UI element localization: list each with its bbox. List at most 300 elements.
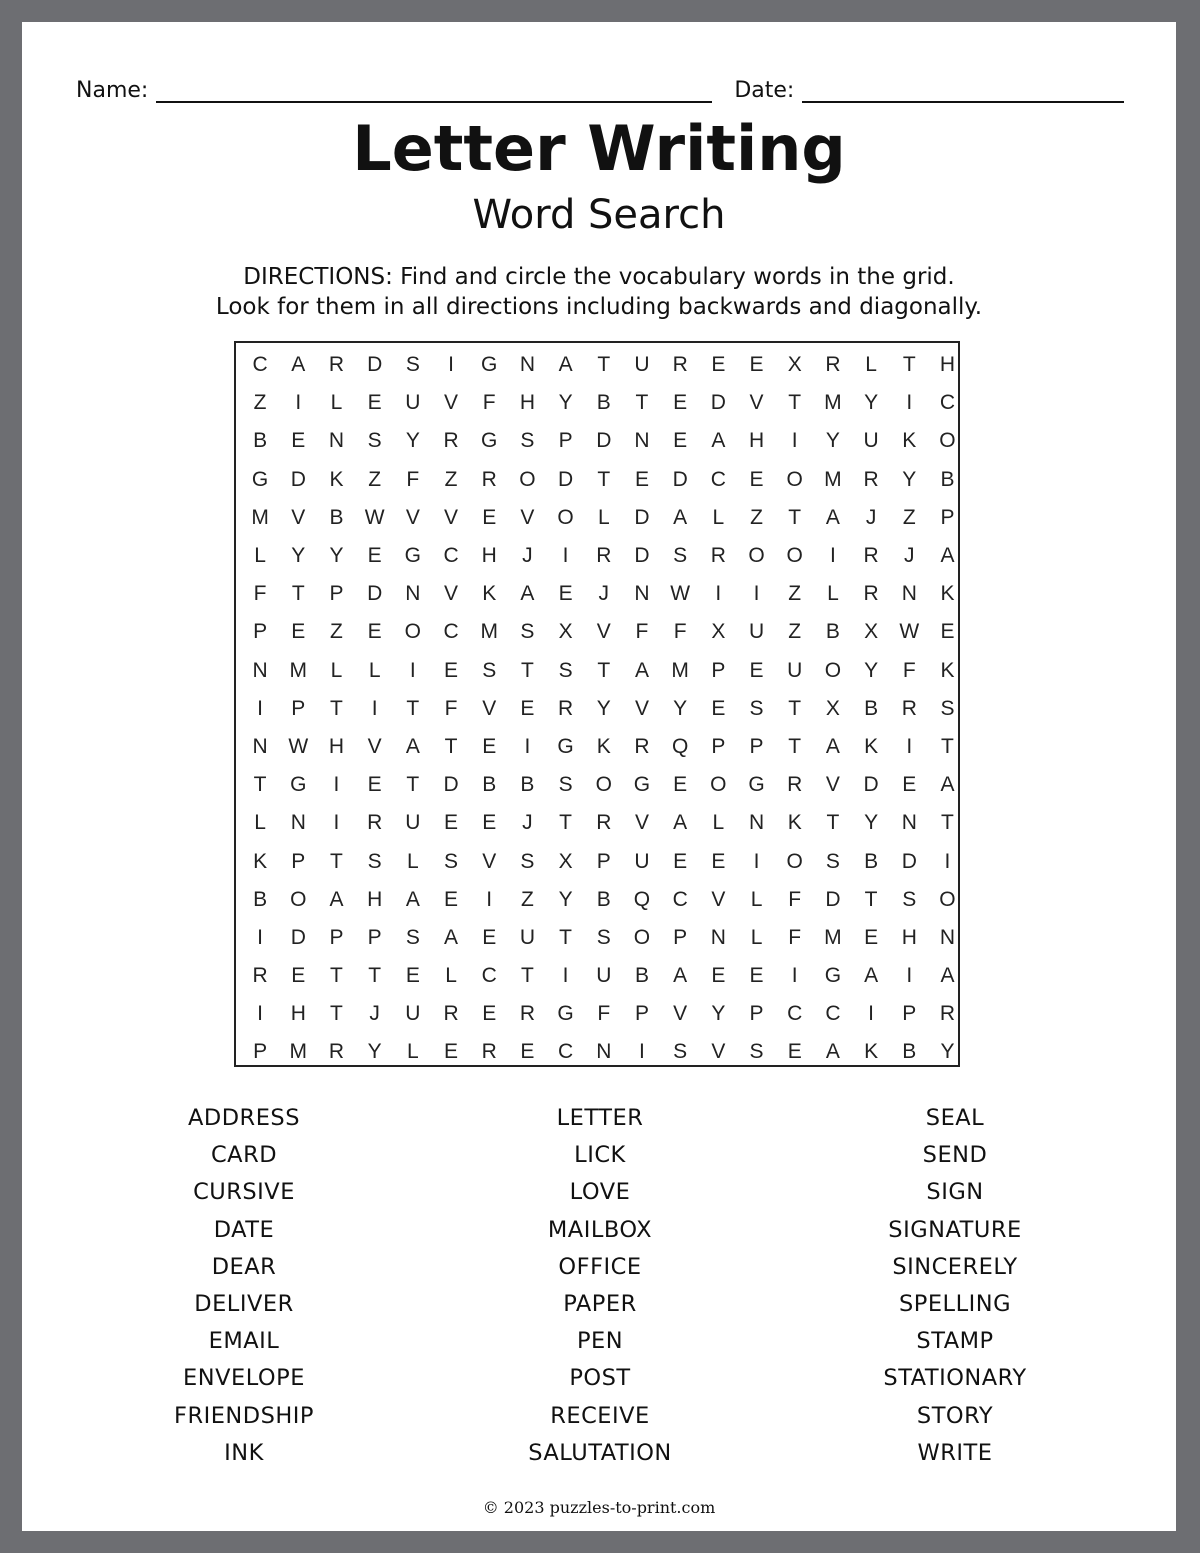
grid-letter[interactable]: A xyxy=(329,887,344,911)
grid-letter[interactable]: W xyxy=(364,505,385,529)
grid-letter[interactable]: D xyxy=(825,887,841,911)
grid-letter[interactable]: P xyxy=(940,505,955,529)
grid-letter[interactable]: B xyxy=(825,620,840,644)
grid-letter[interactable]: S xyxy=(673,544,688,568)
grid-letter[interactable]: I xyxy=(715,582,722,606)
grid-letter[interactable]: D xyxy=(901,849,917,873)
grid-letter[interactable]: H xyxy=(367,887,383,911)
grid-letter[interactable]: I xyxy=(753,582,760,606)
grid-letter[interactable]: B xyxy=(253,429,268,453)
grid-letter[interactable]: P xyxy=(634,1002,649,1026)
grid-letter[interactable]: E xyxy=(367,544,382,568)
grid-letter[interactable]: X xyxy=(558,849,573,873)
grid-letter[interactable]: X xyxy=(825,696,840,720)
grid-letter[interactable]: A xyxy=(711,429,726,453)
grid-letter[interactable]: P xyxy=(253,1040,268,1064)
grid-letter[interactable]: V xyxy=(444,505,459,529)
grid-letter[interactable]: I xyxy=(333,811,340,835)
grid-letter[interactable]: Z xyxy=(902,505,916,529)
grid-letter[interactable]: Z xyxy=(368,467,382,491)
grid-letter[interactable]: G xyxy=(557,734,574,758)
grid-letter[interactable]: T xyxy=(520,964,534,988)
grid-letter[interactable]: L xyxy=(330,658,343,682)
grid-letter[interactable]: L xyxy=(827,582,839,606)
grid-letter[interactable]: F xyxy=(406,467,420,491)
grid-letter[interactable]: U xyxy=(787,658,803,682)
grid-letter[interactable]: K xyxy=(596,734,611,758)
grid-letter[interactable]: G xyxy=(290,773,307,797)
grid-letter[interactable]: E xyxy=(749,353,764,377)
grid-letter[interactable]: Y xyxy=(596,696,611,720)
grid-letter[interactable]: R xyxy=(252,964,268,988)
grid-letter[interactable]: I xyxy=(524,734,531,758)
grid-letter[interactable]: I xyxy=(257,925,264,949)
grid-letter[interactable]: Y xyxy=(940,1040,955,1064)
grid-letter[interactable]: O xyxy=(786,849,803,873)
grid-letter[interactable]: T xyxy=(864,887,878,911)
grid-letter[interactable]: I xyxy=(791,429,798,453)
grid-letter[interactable]: I xyxy=(562,544,569,568)
grid-letter[interactable]: O xyxy=(595,773,612,797)
grid-letter[interactable]: C xyxy=(558,1040,574,1064)
grid-letter[interactable]: Y xyxy=(367,1040,382,1064)
grid-letter[interactable]: B xyxy=(634,964,649,988)
grid-letter[interactable]: E xyxy=(940,620,955,644)
grid-letter[interactable]: P xyxy=(253,620,268,644)
grid-letter[interactable]: R xyxy=(901,696,917,720)
grid-letter[interactable]: A xyxy=(405,887,420,911)
grid-letter[interactable]: H xyxy=(748,429,765,453)
grid-letter[interactable]: N xyxy=(901,811,917,835)
grid-letter[interactable]: F xyxy=(482,391,496,415)
grid-letter[interactable]: C xyxy=(825,1002,841,1026)
grid-letter[interactable]: R xyxy=(710,544,726,568)
grid-letter[interactable]: R xyxy=(328,1040,345,1064)
grid-letter[interactable]: C xyxy=(787,1002,803,1026)
grid-letter[interactable]: P xyxy=(558,429,573,453)
grid-letter[interactable]: E xyxy=(482,505,497,529)
grid-letter[interactable]: O xyxy=(710,773,727,797)
grid-letter[interactable]: B xyxy=(864,849,879,873)
grid-letter[interactable]: I xyxy=(753,849,760,873)
grid-letter[interactable]: J xyxy=(598,582,610,606)
grid-letter[interactable]: M xyxy=(251,505,269,529)
grid-letter[interactable]: E xyxy=(711,353,726,377)
grid-letter[interactable]: T xyxy=(597,467,611,491)
grid-letter[interactable]: D xyxy=(367,582,383,606)
grid-letter[interactable]: C xyxy=(443,544,459,568)
grid-letter[interactable]: R xyxy=(863,544,879,568)
grid-letter[interactable]: B xyxy=(520,773,535,797)
grid-letter[interactable]: S xyxy=(825,849,840,873)
grid-letter[interactable]: G xyxy=(404,544,422,568)
grid-letter[interactable]: R xyxy=(596,811,612,835)
grid-letter[interactable]: T xyxy=(406,696,420,720)
grid-letter[interactable]: F xyxy=(788,887,802,911)
grid-letter[interactable]: E xyxy=(367,620,382,644)
grid-letter[interactable]: M xyxy=(824,467,842,491)
grid-letter[interactable]: R xyxy=(787,773,803,797)
grid-letter[interactable]: I xyxy=(906,964,913,988)
grid-letter[interactable]: P xyxy=(291,849,306,873)
grid-letter[interactable]: T xyxy=(788,734,802,758)
grid-letter[interactable]: L xyxy=(712,811,725,835)
grid-letter[interactable]: I xyxy=(944,849,951,873)
grid-letter[interactable]: G xyxy=(251,467,269,491)
grid-letter[interactable]: O xyxy=(786,544,803,568)
grid-letter[interactable]: S xyxy=(367,429,382,453)
grid-letter[interactable]: D xyxy=(367,353,383,377)
grid-letter[interactable]: O xyxy=(824,658,842,682)
grid-letter[interactable]: C xyxy=(443,620,459,644)
grid-letter[interactable]: V xyxy=(367,734,382,758)
grid-letter[interactable]: Y xyxy=(673,696,688,720)
grid-letter[interactable]: H xyxy=(901,925,917,949)
grid-letter[interactable]: F xyxy=(597,1002,611,1026)
grid-letter[interactable]: E xyxy=(367,773,382,797)
grid-letter[interactable]: X xyxy=(787,353,802,377)
grid-letter[interactable]: B xyxy=(482,773,497,797)
grid-letter[interactable]: K xyxy=(864,1040,879,1064)
grid-letter[interactable]: N xyxy=(596,1040,612,1064)
grid-letter[interactable]: P xyxy=(329,582,344,606)
grid-letter[interactable]: Y xyxy=(825,429,840,453)
grid-letter[interactable]: Y xyxy=(864,811,879,835)
grid-letter[interactable]: T xyxy=(406,773,420,797)
grid-letter[interactable]: C xyxy=(939,391,956,415)
grid-letter[interactable]: R xyxy=(519,1002,535,1026)
grid-letter[interactable]: O xyxy=(633,925,651,949)
grid-letter[interactable]: E xyxy=(444,1040,459,1064)
grid-letter[interactable]: M xyxy=(289,658,308,682)
grid-letter[interactable]: B xyxy=(902,1040,917,1064)
grid-letter[interactable]: T xyxy=(559,811,572,835)
grid-letter[interactable]: T xyxy=(788,505,802,529)
grid-letter[interactable]: V xyxy=(482,849,497,873)
grid-letter[interactable]: E xyxy=(291,429,306,453)
grid-letter[interactable]: V xyxy=(634,811,649,835)
grid-letter[interactable]: Y xyxy=(864,391,879,415)
grid-letter[interactable]: J xyxy=(865,505,877,529)
grid-letter[interactable]: P xyxy=(902,1002,917,1026)
grid-letter[interactable]: E xyxy=(482,1002,497,1026)
grid-letter[interactable]: X xyxy=(711,620,726,644)
grid-letter[interactable]: W xyxy=(288,734,309,758)
grid-letter[interactable]: L xyxy=(254,544,266,568)
grid-letter[interactable]: P xyxy=(291,696,306,720)
grid-letter[interactable]: A xyxy=(864,964,879,988)
grid-letter[interactable]: E xyxy=(482,925,497,949)
grid-letter[interactable]: K xyxy=(329,467,344,491)
grid-letter[interactable]: B xyxy=(329,505,344,529)
grid-letter[interactable]: U xyxy=(634,849,650,873)
grid-letter[interactable]: W xyxy=(899,620,920,644)
grid-letter[interactable]: Z xyxy=(788,582,802,606)
grid-letter[interactable]: Y xyxy=(405,429,420,453)
grid-letter[interactable]: V xyxy=(749,391,764,415)
grid-letter[interactable]: T xyxy=(368,964,382,988)
grid-letter[interactable]: V xyxy=(634,696,649,720)
grid-letter[interactable]: S xyxy=(520,849,535,873)
grid-letter[interactable]: S xyxy=(749,1040,764,1064)
grid-letter[interactable]: A xyxy=(444,925,459,949)
grid-letter[interactable]: T xyxy=(330,849,343,873)
grid-letter[interactable]: P xyxy=(749,734,764,758)
grid-letter[interactable]: E xyxy=(711,696,726,720)
grid-letter[interactable]: I xyxy=(448,353,454,377)
grid-letter[interactable]: Z xyxy=(750,505,763,529)
grid-letter[interactable]: A xyxy=(673,964,688,988)
grid-letter[interactable]: V xyxy=(825,773,840,797)
grid-letter[interactable]: E xyxy=(367,391,382,415)
grid-letter[interactable]: O xyxy=(290,887,307,911)
grid-letter[interactable]: P xyxy=(367,925,382,949)
grid-letter[interactable]: K xyxy=(940,582,955,606)
grid-letter[interactable]: U xyxy=(405,391,421,415)
grid-letter[interactable]: V xyxy=(482,696,497,720)
grid-letter[interactable]: V xyxy=(291,505,306,529)
grid-letter[interactable]: O xyxy=(748,544,765,568)
grid-letter[interactable]: E xyxy=(787,1040,802,1064)
grid-letter[interactable]: E xyxy=(444,811,459,835)
grid-letter[interactable]: E xyxy=(444,658,459,682)
grid-letter[interactable]: N xyxy=(901,582,917,606)
grid-letter[interactable]: T xyxy=(444,734,458,758)
grid-letter[interactable]: Z xyxy=(253,391,267,415)
grid-letter[interactable]: O xyxy=(786,467,803,491)
grid-letter[interactable]: V xyxy=(405,505,420,529)
grid-letter[interactable]: F xyxy=(788,925,802,949)
grid-letter[interactable]: N xyxy=(710,925,726,949)
grid-letter[interactable]: S xyxy=(520,620,535,644)
grid-letter[interactable]: V xyxy=(596,620,611,644)
grid-letter[interactable]: D xyxy=(672,467,688,491)
grid-letter[interactable]: L xyxy=(254,811,266,835)
grid-letter[interactable]: R xyxy=(558,696,574,720)
grid-letter[interactable]: F xyxy=(444,696,458,720)
grid-letter[interactable]: N xyxy=(252,734,268,758)
grid-letter[interactable]: E xyxy=(902,773,917,797)
grid-letter[interactable]: H xyxy=(481,544,497,568)
grid-letter[interactable]: L xyxy=(368,658,381,682)
grid-letter[interactable]: G xyxy=(824,964,842,988)
grid-letter[interactable]: U xyxy=(405,811,421,835)
grid-letter[interactable]: I xyxy=(791,964,798,988)
grid-letter[interactable]: F xyxy=(902,658,916,682)
grid-letter[interactable]: Y xyxy=(291,544,306,568)
grid-letter[interactable]: I xyxy=(333,773,340,797)
grid-letter[interactable]: A xyxy=(673,505,688,529)
grid-letter[interactable]: X xyxy=(558,620,573,644)
grid-letter[interactable]: R xyxy=(481,1040,497,1064)
grid-letter[interactable]: A xyxy=(291,353,306,377)
grid-letter[interactable]: M xyxy=(671,658,689,682)
grid-letter[interactable]: T xyxy=(520,658,534,682)
name-field-line[interactable] xyxy=(156,81,712,103)
grid-letter[interactable]: V xyxy=(444,391,459,415)
grid-letter[interactable]: T xyxy=(597,353,611,377)
grid-letter[interactable]: V xyxy=(520,505,535,529)
grid-letter[interactable]: S xyxy=(558,773,573,797)
grid-letter[interactable]: R xyxy=(481,467,497,491)
grid-letter[interactable]: V xyxy=(711,887,726,911)
grid-letter[interactable]: L xyxy=(407,1040,419,1064)
grid-letter[interactable]: U xyxy=(863,429,879,453)
grid-letter[interactable]: L xyxy=(750,925,763,949)
grid-letter[interactable]: T xyxy=(330,696,343,720)
grid-letter[interactable]: U xyxy=(596,964,612,988)
grid-letter[interactable]: R xyxy=(825,353,841,377)
grid-letter[interactable]: E xyxy=(482,811,497,835)
grid-letter[interactable]: S xyxy=(596,925,611,949)
grid-letter[interactable]: N xyxy=(328,429,345,453)
grid-letter[interactable]: Z xyxy=(520,887,534,911)
grid-letter[interactable]: T xyxy=(597,658,611,682)
grid-letter[interactable]: S xyxy=(940,696,955,720)
grid-letter[interactable]: E xyxy=(634,467,649,491)
grid-letter[interactable]: K xyxy=(482,582,497,606)
grid-letter[interactable]: N xyxy=(748,811,765,835)
grid-letter[interactable]: L xyxy=(445,964,457,988)
grid-letter[interactable]: D xyxy=(558,467,574,491)
grid-letter[interactable]: G xyxy=(481,353,498,377)
grid-letter[interactable]: Y xyxy=(864,658,879,682)
grid-letter[interactable]: D xyxy=(596,429,612,453)
grid-letter[interactable]: S xyxy=(902,887,917,911)
grid-letter[interactable]: P xyxy=(596,849,611,873)
grid-letter[interactable]: E xyxy=(711,964,726,988)
grid-letter[interactable]: K xyxy=(864,734,879,758)
grid-letter[interactable]: E xyxy=(520,696,535,720)
grid-letter[interactable]: E xyxy=(291,620,306,644)
grid-letter[interactable]: E xyxy=(673,773,688,797)
grid-letter[interactable]: L xyxy=(407,849,419,873)
grid-letter[interactable]: U xyxy=(748,620,765,644)
grid-letter[interactable]: J xyxy=(522,811,533,835)
grid-letter[interactable]: B xyxy=(596,887,611,911)
grid-letter[interactable]: C xyxy=(710,467,726,491)
grid-letter[interactable]: G xyxy=(633,773,651,797)
grid-letter[interactable]: K xyxy=(902,429,917,453)
grid-letter[interactable]: R xyxy=(443,1002,459,1026)
grid-letter[interactable]: S xyxy=(405,925,420,949)
grid-letter[interactable]: Y xyxy=(558,887,573,911)
grid-letter[interactable]: E xyxy=(749,964,764,988)
grid-letter[interactable]: C xyxy=(252,353,268,377)
grid-letter[interactable]: M xyxy=(824,391,842,415)
grid-letter[interactable]: L xyxy=(865,353,877,377)
grid-letter[interactable]: E xyxy=(864,925,879,949)
grid-letter[interactable]: K xyxy=(787,811,802,835)
grid-letter[interactable]: T xyxy=(253,773,267,797)
grid-letter[interactable]: Y xyxy=(902,467,917,491)
grid-letter[interactable]: E xyxy=(673,391,688,415)
grid-letter[interactable]: E xyxy=(520,1040,535,1064)
grid-letter[interactable]: A xyxy=(825,505,840,529)
grid-letter[interactable]: D xyxy=(443,773,459,797)
grid-letter[interactable]: S xyxy=(482,658,497,682)
grid-letter[interactable]: Z xyxy=(444,467,458,491)
grid-letter[interactable]: F xyxy=(253,582,267,606)
grid-letter[interactable]: V xyxy=(673,1002,688,1026)
grid-letter[interactable]: Y xyxy=(329,544,344,568)
grid-letter[interactable]: S xyxy=(444,849,459,873)
grid-letter[interactable]: H xyxy=(328,734,345,758)
grid-letter[interactable]: E xyxy=(444,887,459,911)
grid-letter[interactable]: L xyxy=(712,505,725,529)
grid-letter[interactable]: R xyxy=(939,1002,956,1026)
grid-letter[interactable]: A xyxy=(520,582,535,606)
grid-letter[interactable]: A xyxy=(558,353,573,377)
grid-letter[interactable]: V xyxy=(711,1040,726,1064)
grid-letter[interactable]: I xyxy=(409,658,416,682)
grid-letter[interactable]: N xyxy=(252,658,268,682)
grid-letter[interactable]: T xyxy=(902,353,916,377)
grid-letter[interactable]: T xyxy=(559,925,572,949)
grid-letter[interactable]: T xyxy=(788,696,802,720)
grid-letter[interactable]: O xyxy=(939,429,956,453)
grid-letter[interactable]: G xyxy=(557,1002,574,1026)
grid-letter[interactable]: F xyxy=(673,620,687,644)
grid-letter[interactable]: C xyxy=(481,964,497,988)
grid-letter[interactable]: N xyxy=(519,353,535,377)
grid-letter[interactable]: U xyxy=(519,925,535,949)
grid-letter[interactable]: T xyxy=(291,582,305,606)
grid-letter[interactable]: T xyxy=(330,964,343,988)
grid-letter[interactable]: E xyxy=(558,582,573,606)
grid-letter[interactable]: S xyxy=(405,353,420,377)
grid-letter[interactable]: E xyxy=(673,849,688,873)
grid-letter[interactable]: S xyxy=(749,696,764,720)
grid-letter[interactable]: N xyxy=(634,582,650,606)
grid-letter[interactable]: P xyxy=(711,658,726,682)
grid-letter[interactable]: Q xyxy=(671,734,689,758)
grid-letter[interactable]: I xyxy=(639,1040,645,1064)
grid-letter[interactable]: D xyxy=(710,391,726,415)
grid-letter[interactable]: P xyxy=(749,1002,764,1026)
grid-letter[interactable]: I xyxy=(257,696,264,720)
grid-letter[interactable]: M xyxy=(480,620,498,644)
grid-letter[interactable]: R xyxy=(863,582,879,606)
grid-letter[interactable]: T xyxy=(826,811,840,835)
grid-letter[interactable]: N xyxy=(290,811,306,835)
grid-letter[interactable]: R xyxy=(672,353,688,377)
grid-letter[interactable]: S xyxy=(367,849,382,873)
grid-letter[interactable]: D xyxy=(290,467,306,491)
grid-letter[interactable]: Q xyxy=(633,887,651,911)
grid-letter[interactable]: O xyxy=(939,887,956,911)
grid-letter[interactable]: R xyxy=(328,353,345,377)
grid-letter[interactable]: E xyxy=(749,658,764,682)
grid-letter[interactable]: H xyxy=(939,353,956,377)
grid-letter[interactable]: V xyxy=(444,582,459,606)
grid-letter[interactable]: R xyxy=(596,544,612,568)
grid-letter[interactable]: N xyxy=(939,925,956,949)
grid-letter[interactable]: T xyxy=(788,391,802,415)
grid-letter[interactable]: L xyxy=(597,505,610,529)
grid-letter[interactable]: S xyxy=(520,429,535,453)
grid-letter[interactable]: D xyxy=(863,773,879,797)
grid-letter[interactable]: I xyxy=(906,734,913,758)
grid-letter[interactable]: H xyxy=(519,391,535,415)
grid-letter[interactable]: U xyxy=(634,353,650,377)
grid-letter[interactable]: I xyxy=(257,1002,264,1026)
grid-letter[interactable]: T xyxy=(941,734,954,758)
grid-letter[interactable]: B xyxy=(596,391,611,415)
grid-letter[interactable]: Y xyxy=(558,391,573,415)
grid-letter[interactable]: A xyxy=(825,734,840,758)
grid-letter[interactable]: B xyxy=(253,887,268,911)
